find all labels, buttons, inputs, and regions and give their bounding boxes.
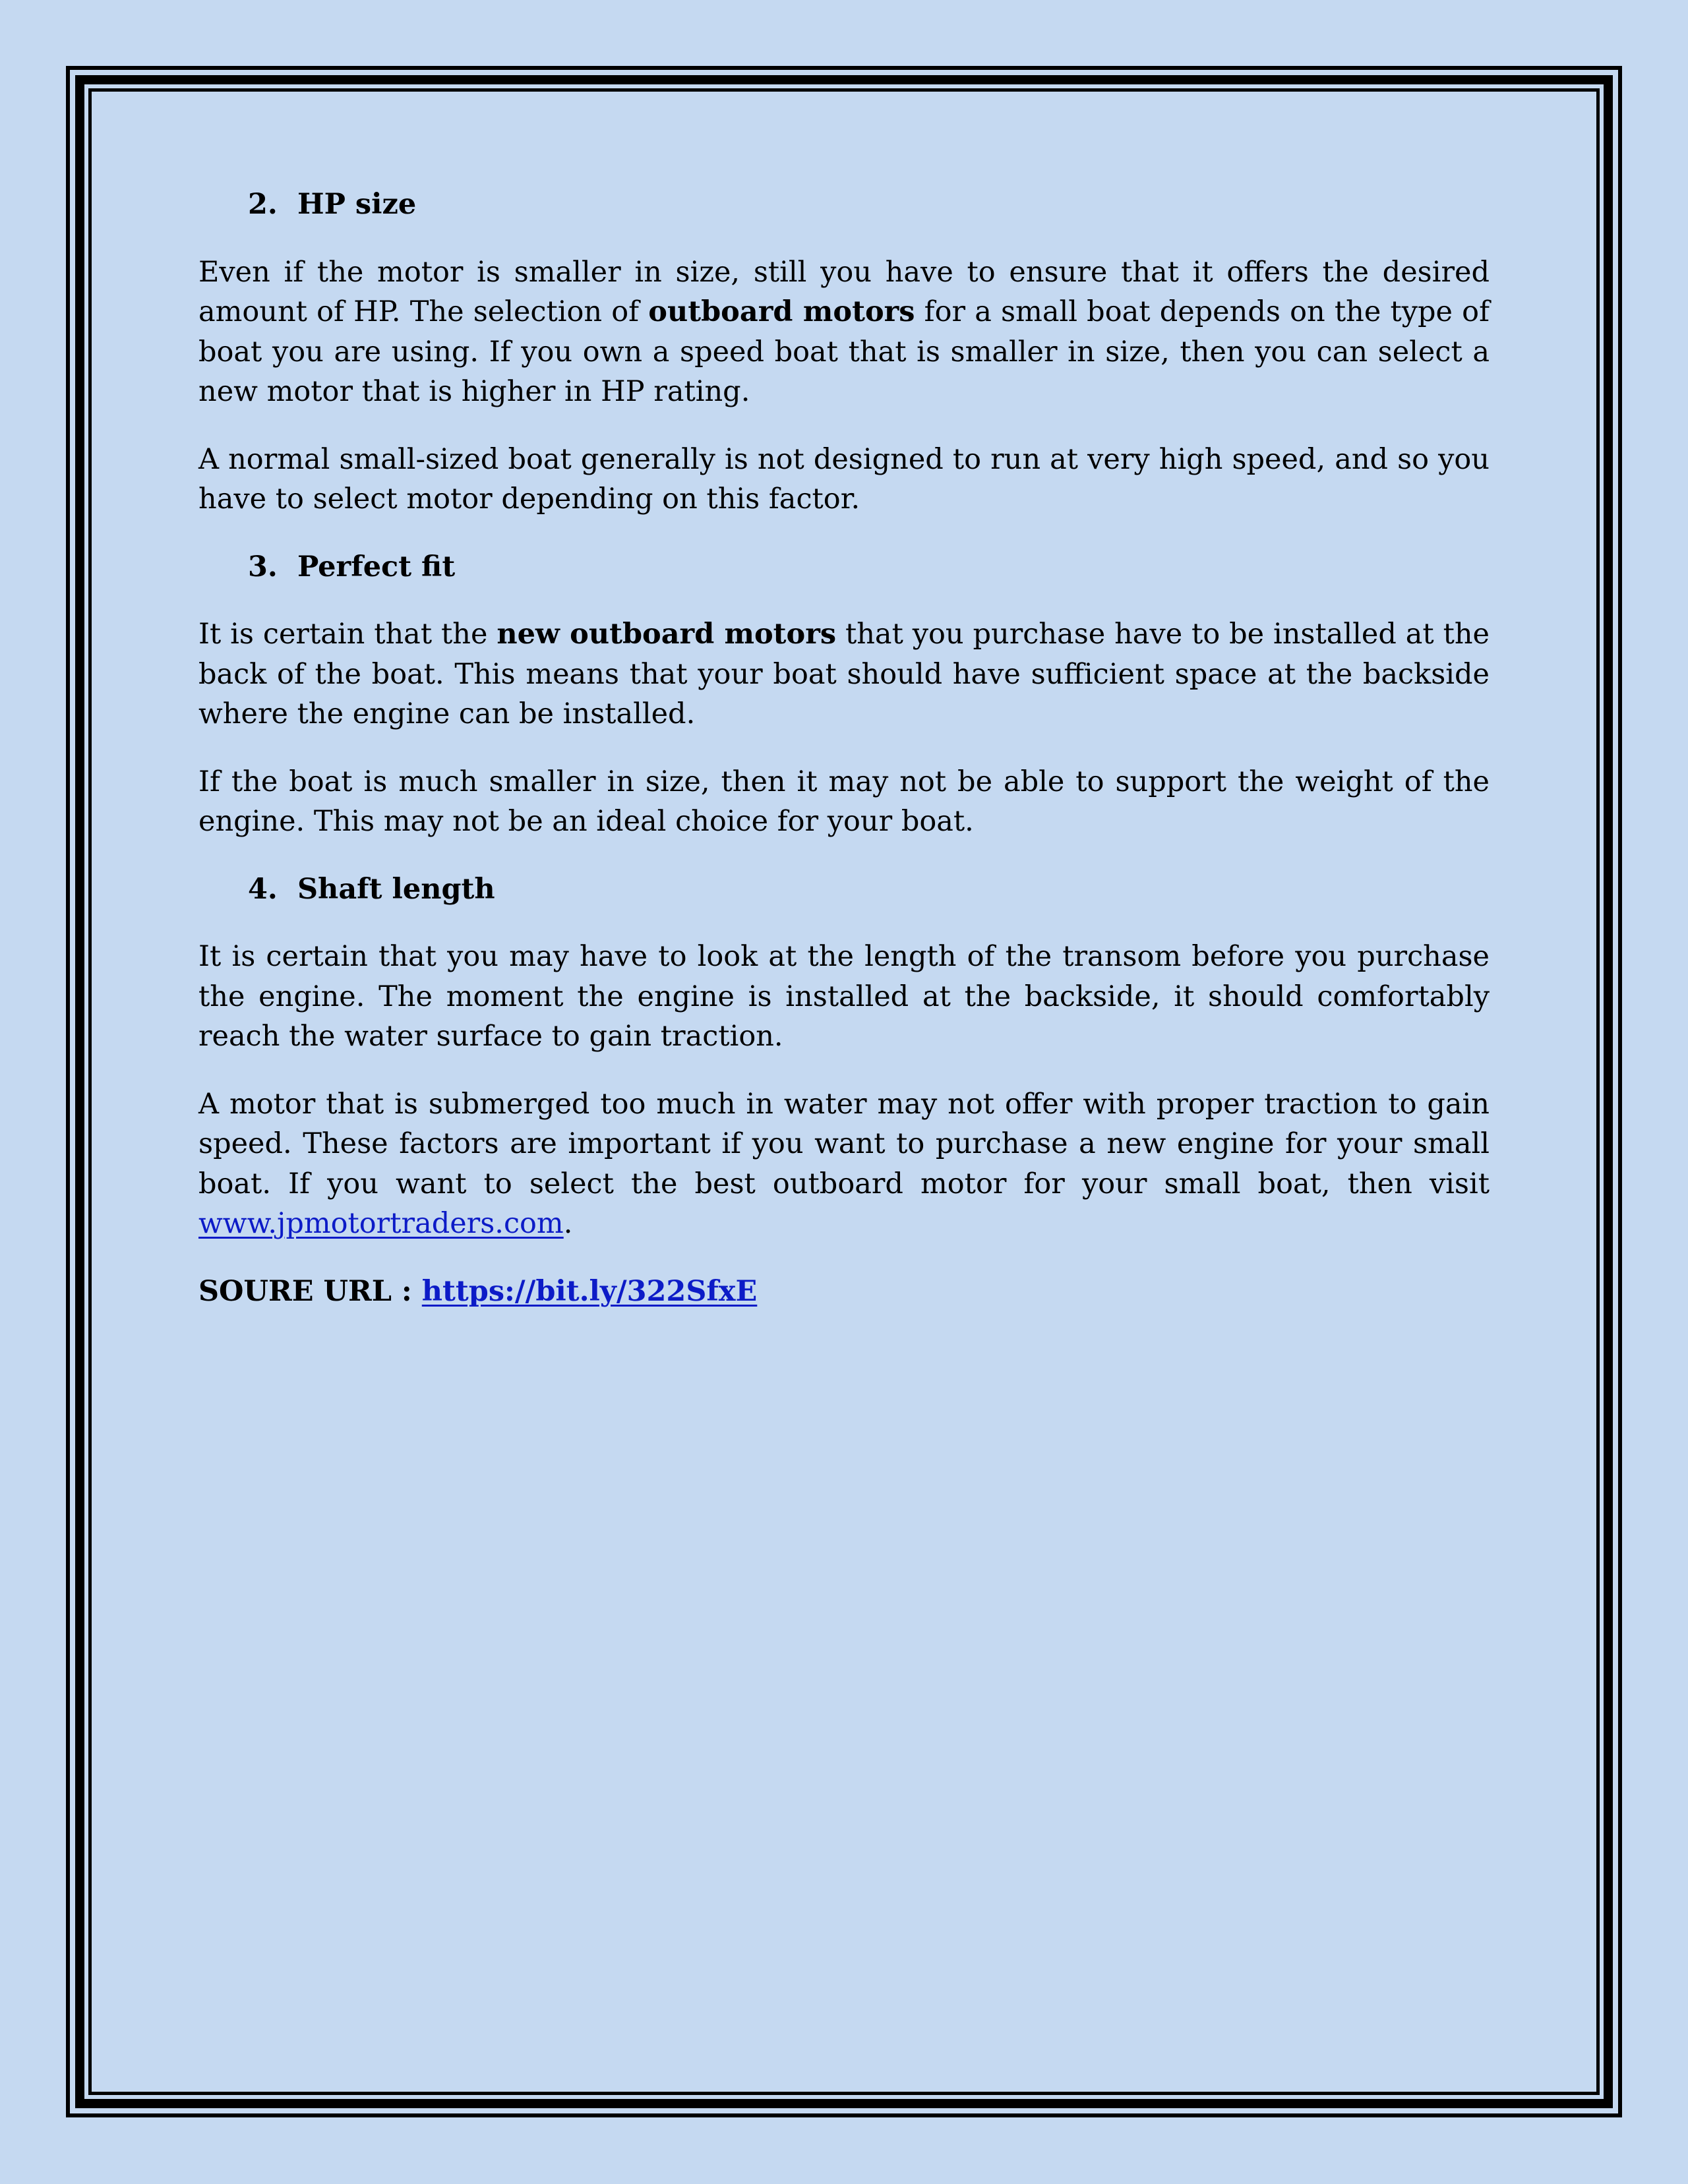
section-title: Shaft length [297, 872, 495, 906]
section-number: 3. [248, 550, 278, 583]
section-heading-perfect-fit [198, 547, 1490, 587]
document-body [198, 185, 1490, 1311]
paragraph-text: for a small boat depends on the type of boat you are using. If you own a speed boat that is smaller in size, then you can select a new motor that is higher in HP rating. [198, 295, 1490, 408]
paragraph-text: . [563, 1207, 573, 1240]
paragraph [198, 252, 1490, 412]
source-url-link[interactable]: https://bit.ly/322SfxE [421, 1274, 758, 1308]
paragraph: It is certain that you may have to look at the length of the transom before you purchase the engine. The moment the engine is installed at the backside, it should comfortably reach the water surface to gain traction. [198, 940, 1490, 1053]
paragraph-text: that you purchase have to be installed at the back of the boat. This means that your boat should have sufficient space at the backside where the engine can be installed. [198, 618, 1490, 730]
section-heading-shaft-length [198, 870, 1490, 910]
paragraph [198, 1084, 1490, 1244]
website-link[interactable]: www.jpmotortraders.com [198, 1207, 564, 1240]
paragraph-text: It is certain that the [198, 618, 497, 651]
bold-keyword: outboard motors [648, 295, 915, 328]
paragraph-text: Even if the motor is smaller in size, still you have to ensure that it offers the desired amount of HP. The selection of [198, 255, 1490, 328]
section-title: HP size [297, 188, 417, 221]
section-number: 4. [248, 872, 278, 906]
paragraph: If the boat is much smaller in size, then it may not be able to support the weight of the engine. This may not be an ideal choice for your boat. [198, 765, 1490, 838]
source-label: SOURE URL : [198, 1274, 422, 1308]
section-number: 2. [248, 188, 278, 221]
source-url-line [198, 1272, 1490, 1312]
section-heading-hp-size [198, 185, 1490, 225]
paragraph: A normal small-sized boat generally is not designed to run at very high speed, and so you have to select motor depending on this factor. [198, 442, 1490, 516]
section-title: Perfect fit [297, 550, 456, 583]
paragraph [198, 614, 1490, 734]
paragraph-text: A motor that is submerged too much in water may not offer with proper traction to gain speed. These factors are important if you want to purchase a new engine for your small boat. If you want to select the best outboard motor for your small boat, then visit [198, 1087, 1490, 1200]
bold-keyword: new outboard motors [497, 618, 837, 651]
